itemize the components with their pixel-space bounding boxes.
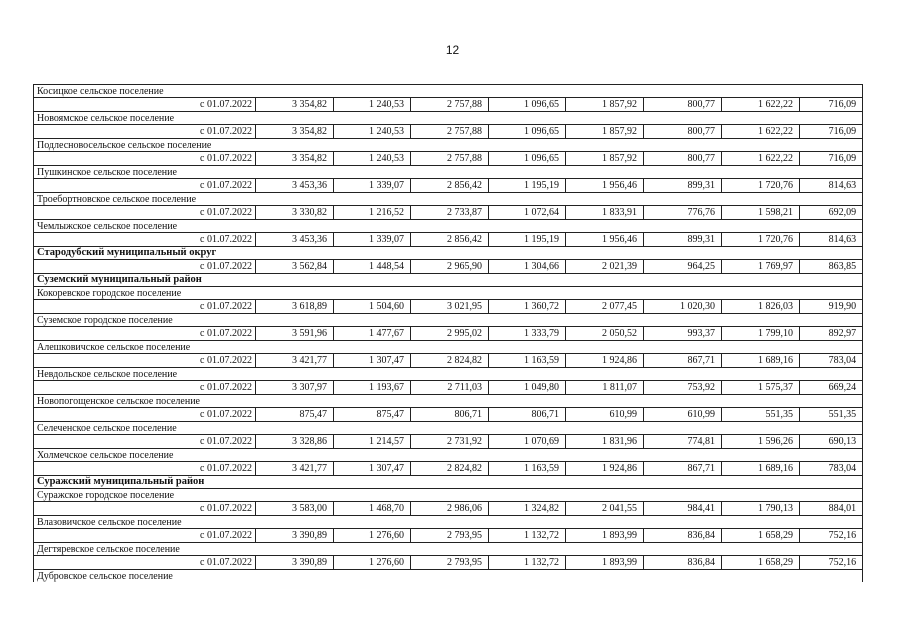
settlement-name-row xyxy=(34,139,863,152)
district-name: Суземский муниципальный район xyxy=(34,274,863,287)
settlement-name-row xyxy=(34,449,863,462)
tariff-value-cell: 1 622,22 xyxy=(722,152,800,166)
tariff-value-cell: 551,35 xyxy=(800,408,863,422)
tariff-value-cell: 1 096,65 xyxy=(489,152,566,166)
effective-date-cell: с 01.07.2022 xyxy=(34,408,256,422)
tariff-value-cell: 1 790,13 xyxy=(722,502,800,516)
tariff-value-cell: 1 811,07 xyxy=(566,381,644,395)
effective-date-cell: с 01.07.2022 xyxy=(34,435,256,449)
tariff-value-cell: 2 856,42 xyxy=(411,179,489,193)
effective-date-cell: с 01.07.2022 xyxy=(34,502,256,516)
settlement-name: Новопогощенское сельское поселение xyxy=(34,395,863,408)
table-row-values xyxy=(34,502,863,516)
table-row-values xyxy=(34,260,863,274)
tariff-value-cell: 783,04 xyxy=(800,354,863,368)
tariff-value-cell: 3 354,82 xyxy=(256,152,334,166)
tariff-value-cell: 3 618,89 xyxy=(256,300,334,314)
tariff-value-cell: 863,85 xyxy=(800,260,863,274)
tariff-value-cell: 1 304,66 xyxy=(489,260,566,274)
district-heading-row xyxy=(34,247,863,260)
tariff-value-cell: 1 689,16 xyxy=(722,462,800,476)
tariff-value-cell: 783,04 xyxy=(800,462,863,476)
tariff-value-cell: 2 731,92 xyxy=(411,435,489,449)
tariff-value-cell: 800,77 xyxy=(644,98,722,112)
page-number: 12 xyxy=(445,43,460,57)
tariff-value-cell: 1 689,16 xyxy=(722,354,800,368)
tariff-value-cell: 1 477,67 xyxy=(334,327,411,341)
tariff-value-cell: 3 021,95 xyxy=(411,300,489,314)
table-row-values xyxy=(34,152,863,166)
tariff-value-cell: 2 711,03 xyxy=(411,381,489,395)
tariff-value-cell: 716,09 xyxy=(800,98,863,112)
tariff-value-cell: 610,99 xyxy=(644,408,722,422)
table-row-values xyxy=(34,381,863,395)
tariff-value-cell: 3 328,86 xyxy=(256,435,334,449)
tariff-value-cell: 2 793,95 xyxy=(411,529,489,543)
tariff-value-cell: 3 307,97 xyxy=(256,381,334,395)
settlement-name: Дубровское сельское поселение xyxy=(34,570,863,583)
table-body xyxy=(34,85,863,583)
tariff-value-cell: 3 583,00 xyxy=(256,502,334,516)
effective-date-cell: с 01.07.2022 xyxy=(34,462,256,476)
tariff-value-cell: 1 924,86 xyxy=(566,462,644,476)
table-row-values xyxy=(34,125,863,139)
tariff-value-cell: 1 070,69 xyxy=(489,435,566,449)
settlement-name-row xyxy=(34,395,863,408)
tariff-value-cell: 1 324,82 xyxy=(489,502,566,516)
tariff-value-cell: 919,90 xyxy=(800,300,863,314)
tariff-value-cell: 2 824,82 xyxy=(411,462,489,476)
settlement-name-row xyxy=(34,314,863,327)
tariff-value-cell: 806,71 xyxy=(489,408,566,422)
settlement-name: Холмечское сельское поселение xyxy=(34,449,863,462)
table-row-values xyxy=(34,327,863,341)
tariff-value-cell: 899,31 xyxy=(644,233,722,247)
tariff-value-cell: 800,77 xyxy=(644,152,722,166)
tariff-value-cell: 1 956,46 xyxy=(566,233,644,247)
settlement-name-row xyxy=(34,516,863,529)
tariff-value-cell: 3 354,82 xyxy=(256,98,334,112)
tariff-value-cell: 1 360,72 xyxy=(489,300,566,314)
district-name: Суражский муниципальный район xyxy=(34,476,863,489)
tariff-table xyxy=(33,84,863,582)
tariff-value-cell: 752,16 xyxy=(800,529,863,543)
tariff-value-cell: 2 824,82 xyxy=(411,354,489,368)
settlement-name: Пушкинское сельское поселение xyxy=(34,166,863,179)
tariff-value-cell: 610,99 xyxy=(566,408,644,422)
tariff-value-cell: 800,77 xyxy=(644,125,722,139)
tariff-value-cell: 1 831,96 xyxy=(566,435,644,449)
tariff-value-cell: 1 720,76 xyxy=(722,233,800,247)
tariff-value-cell: 1 163,59 xyxy=(489,462,566,476)
effective-date-cell: с 01.07.2022 xyxy=(34,529,256,543)
effective-date-cell: с 01.07.2022 xyxy=(34,354,256,368)
tariff-value-cell: 1 216,52 xyxy=(334,206,411,220)
settlement-name-row xyxy=(34,112,863,125)
tariff-value-cell: 884,01 xyxy=(800,502,863,516)
tariff-value-cell: 814,63 xyxy=(800,179,863,193)
tariff-value-cell: 752,16 xyxy=(800,556,863,570)
tariff-value-cell: 3 421,77 xyxy=(256,462,334,476)
tariff-value-cell: 1 893,99 xyxy=(566,529,644,543)
tariff-value-cell: 836,84 xyxy=(644,556,722,570)
tariff-value-cell: 1 276,60 xyxy=(334,529,411,543)
settlement-name: Чемлыжское сельское поселение xyxy=(34,220,863,233)
tariff-value-cell: 1 096,65 xyxy=(489,98,566,112)
tariff-value-cell: 984,41 xyxy=(644,502,722,516)
tariff-value-cell: 1 339,07 xyxy=(334,233,411,247)
tariff-value-cell: 1 622,22 xyxy=(722,98,800,112)
tariff-value-cell: 1 504,60 xyxy=(334,300,411,314)
tariff-value-cell: 1 658,29 xyxy=(722,556,800,570)
tariff-value-cell: 867,71 xyxy=(644,462,722,476)
tariff-value-cell: 3 421,77 xyxy=(256,354,334,368)
tariff-value-cell: 1 596,26 xyxy=(722,435,800,449)
table-row-values xyxy=(34,300,863,314)
table-row-values xyxy=(34,462,863,476)
district-name: Стародубский муниципальный округ xyxy=(34,247,863,260)
tariff-value-cell: 814,63 xyxy=(800,233,863,247)
tariff-value-cell: 1 240,53 xyxy=(334,152,411,166)
tariff-value-cell: 1 072,64 xyxy=(489,206,566,220)
tariff-value-cell: 1 468,70 xyxy=(334,502,411,516)
tariff-value-cell: 1 049,80 xyxy=(489,381,566,395)
settlement-name-row xyxy=(34,287,863,300)
effective-date-cell: с 01.07.2022 xyxy=(34,98,256,112)
settlement-name: Новоямское сельское поселение xyxy=(34,112,863,125)
tariff-value-cell: 875,47 xyxy=(256,408,334,422)
tariff-value-cell: 3 390,89 xyxy=(256,529,334,543)
table-row-values xyxy=(34,529,863,543)
tariff-value-cell: 753,92 xyxy=(644,381,722,395)
tariff-value-cell: 1 240,53 xyxy=(334,98,411,112)
tariff-value-cell: 1 857,92 xyxy=(566,98,644,112)
settlement-name: Селеченское сельское поселение xyxy=(34,422,863,435)
tariff-value-cell: 1 096,65 xyxy=(489,125,566,139)
table-row-values xyxy=(34,408,863,422)
tariff-value-cell: 1 857,92 xyxy=(566,125,644,139)
tariff-value-cell: 3 453,36 xyxy=(256,233,334,247)
tariff-value-cell: 1 833,91 xyxy=(566,206,644,220)
tariff-value-cell: 1 857,92 xyxy=(566,152,644,166)
tariff-value-cell: 2 050,52 xyxy=(566,327,644,341)
settlement-name: Косицкое сельское поселение xyxy=(34,85,863,98)
tariff-value-cell: 2 793,95 xyxy=(411,556,489,570)
table-row-values xyxy=(34,354,863,368)
settlement-name-row xyxy=(34,166,863,179)
tariff-value-cell: 1 448,54 xyxy=(334,260,411,274)
settlement-name: Дегтяревское сельское поселение xyxy=(34,543,863,556)
settlement-name: Невдольское сельское поселение xyxy=(34,368,863,381)
table-row-values xyxy=(34,435,863,449)
tariff-value-cell: 1 307,47 xyxy=(334,354,411,368)
tariff-value-cell: 1 333,79 xyxy=(489,327,566,341)
tariff-value-cell: 3 453,36 xyxy=(256,179,334,193)
tariff-value-cell: 1 163,59 xyxy=(489,354,566,368)
tariff-value-cell: 806,71 xyxy=(411,408,489,422)
tariff-value-cell: 669,24 xyxy=(800,381,863,395)
tariff-value-cell: 2 077,45 xyxy=(566,300,644,314)
table-row-values xyxy=(34,206,863,220)
settlement-name-row xyxy=(34,368,863,381)
settlement-name-row xyxy=(34,220,863,233)
tariff-value-cell: 551,35 xyxy=(722,408,800,422)
tariff-value-cell: 716,09 xyxy=(800,125,863,139)
tariff-value-cell: 1 598,21 xyxy=(722,206,800,220)
tariff-value-cell: 776,76 xyxy=(644,206,722,220)
tariff-value-cell: 1 339,07 xyxy=(334,179,411,193)
tariff-value-cell: 1 799,10 xyxy=(722,327,800,341)
settlement-name: Суземское городское поселение xyxy=(34,314,863,327)
table-row-values xyxy=(34,179,863,193)
tariff-value-cell: 1 214,57 xyxy=(334,435,411,449)
tariff-value-cell: 774,81 xyxy=(644,435,722,449)
effective-date-cell: с 01.07.2022 xyxy=(34,233,256,247)
tariff-value-cell: 1 956,46 xyxy=(566,179,644,193)
tariff-value-cell: 2 757,88 xyxy=(411,98,489,112)
settlement-name: Суражское городское поселение xyxy=(34,489,863,502)
tariff-value-cell: 2 757,88 xyxy=(411,125,489,139)
table-row-values xyxy=(34,233,863,247)
tariff-value-cell: 1 575,37 xyxy=(722,381,800,395)
tariff-value-cell: 1 195,19 xyxy=(489,233,566,247)
effective-date-cell: с 01.07.2022 xyxy=(34,152,256,166)
effective-date-cell: с 01.07.2022 xyxy=(34,179,256,193)
tariff-value-cell: 690,13 xyxy=(800,435,863,449)
settlement-name: Кокоревское городское поселение xyxy=(34,287,863,300)
tariff-value-cell: 692,09 xyxy=(800,206,863,220)
tariff-value-cell: 1 195,19 xyxy=(489,179,566,193)
tariff-value-cell: 2 757,88 xyxy=(411,152,489,166)
tariff-value-cell: 2 995,02 xyxy=(411,327,489,341)
tariff-value-cell: 892,97 xyxy=(800,327,863,341)
tariff-value-cell: 993,37 xyxy=(644,327,722,341)
tariff-value-cell: 3 562,84 xyxy=(256,260,334,274)
tariff-value-cell: 1 924,86 xyxy=(566,354,644,368)
effective-date-cell: с 01.07.2022 xyxy=(34,206,256,220)
settlement-name: Алешковичское сельское поселение xyxy=(34,341,863,354)
tariff-value-cell: 3 330,82 xyxy=(256,206,334,220)
effective-date-cell: с 01.07.2022 xyxy=(34,260,256,274)
district-heading-row xyxy=(34,274,863,287)
effective-date-cell: с 01.07.2022 xyxy=(34,125,256,139)
tariff-value-cell: 2 856,42 xyxy=(411,233,489,247)
tariff-value-cell: 867,71 xyxy=(644,354,722,368)
tariff-value-cell: 1 658,29 xyxy=(722,529,800,543)
tariff-value-cell: 2 041,55 xyxy=(566,502,644,516)
tariff-value-cell: 1 720,76 xyxy=(722,179,800,193)
tariff-value-cell: 2 965,90 xyxy=(411,260,489,274)
tariff-value-cell: 1 826,03 xyxy=(722,300,800,314)
tariff-value-cell: 899,31 xyxy=(644,179,722,193)
settlement-name-row xyxy=(34,489,863,502)
tariff-value-cell: 1 132,72 xyxy=(489,529,566,543)
tariff-value-cell: 836,84 xyxy=(644,529,722,543)
tariff-value-cell: 1 307,47 xyxy=(334,462,411,476)
settlement-name-row xyxy=(34,422,863,435)
table-row-values xyxy=(34,98,863,112)
tariff-value-cell: 1 132,72 xyxy=(489,556,566,570)
tariff-value-cell: 2 986,06 xyxy=(411,502,489,516)
settlement-name-row xyxy=(34,341,863,354)
tariff-value-cell: 875,47 xyxy=(334,408,411,422)
settlement-name: Подлесновосельское сельское поселение xyxy=(34,139,863,152)
table-row-values xyxy=(34,556,863,570)
settlement-name: Троебортновское сельское поселение xyxy=(34,193,863,206)
effective-date-cell: с 01.07.2022 xyxy=(34,300,256,314)
tariff-value-cell: 1 193,67 xyxy=(334,381,411,395)
settlement-name-row xyxy=(34,85,863,98)
tariff-value-cell: 1 622,22 xyxy=(722,125,800,139)
tariff-value-cell: 3 354,82 xyxy=(256,125,334,139)
tariff-value-cell: 964,25 xyxy=(644,260,722,274)
tariff-value-cell: 716,09 xyxy=(800,152,863,166)
settlement-name-row xyxy=(34,570,863,583)
tariff-value-cell: 3 390,89 xyxy=(256,556,334,570)
tariff-value-cell: 1 893,99 xyxy=(566,556,644,570)
tariff-value-cell: 1 240,53 xyxy=(334,125,411,139)
settlement-name-row xyxy=(34,543,863,556)
effective-date-cell: с 01.07.2022 xyxy=(34,327,256,341)
settlement-name-row xyxy=(34,193,863,206)
settlement-name: Влазовичское сельское поселение xyxy=(34,516,863,529)
tariff-value-cell: 1 020,30 xyxy=(644,300,722,314)
effective-date-cell: с 01.07.2022 xyxy=(34,381,256,395)
tariff-value-cell: 2 733,87 xyxy=(411,206,489,220)
tariff-value-cell: 2 021,39 xyxy=(566,260,644,274)
tariff-value-cell: 1 276,60 xyxy=(334,556,411,570)
district-heading-row xyxy=(34,476,863,489)
tariff-value-cell: 3 591,96 xyxy=(256,327,334,341)
effective-date-cell: с 01.07.2022 xyxy=(34,556,256,570)
tariff-value-cell: 1 769,97 xyxy=(722,260,800,274)
